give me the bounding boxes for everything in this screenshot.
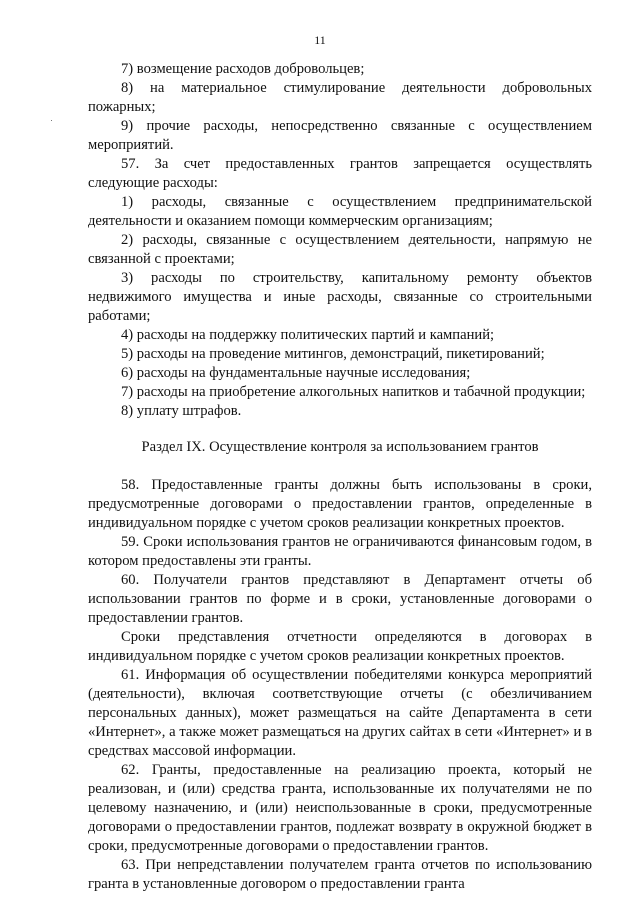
paragraph-57-item-1: 1) расходы, связанные с осуществлением предпринимательской деятельности и оказанием помощи коммерческим организациям; bbox=[88, 194, 592, 229]
paragraph-57-item-2: 2) расходы, связанные с осуществлением деятельности, напрямую не связанной с проектами; bbox=[88, 232, 592, 267]
document-body bbox=[88, 60, 592, 894]
paragraph-item-7: 7) возмещение расходов добровольцев; bbox=[121, 61, 365, 77]
paragraph-59: 59. Сроки использования грантов не ограничиваются финансовым годом, в котором предоставлены эти гранты. bbox=[88, 534, 592, 569]
paragraph-57-item-7: 7) расходы на приобретение алкогольных напитков и табачной продукции; bbox=[121, 384, 586, 400]
paragraph-57-item-3: 3) расходы по строительству, капитальному ремонту объектов недвижимого имущества и иные расходы, связанные со строительными работами; bbox=[88, 270, 592, 324]
paragraph-item-9: 9) прочие расходы, непосредственно связанные с осуществлением мероприятий. bbox=[88, 118, 592, 153]
paragraph-63: 63. При непредставлении получателем гранта отчетов по использованию гранта в установленные договором о предоставлении гранта bbox=[88, 857, 592, 892]
paragraph-reporting-deadlines: Сроки представления отчетности определяются в договорах в индивидуальном порядке с учетом сроков реализации конкретных проектов. bbox=[88, 629, 592, 664]
section-heading: Раздел IX. Осуществление контроля за использованием грантов bbox=[141, 439, 539, 455]
paragraph-58: 58. Предоставленные гранты должны быть использованы в сроки, предусмотренные договорами о предоставлении грантов, определенные в индивидуальном порядке с учетом сроков реализации конкретных проектов. bbox=[88, 477, 592, 531]
paragraph-60: 60. Получатели грантов представляют в Департамент отчеты об использовании грантов по форме и в сроки, установленные договорами о предоставлении грантов. bbox=[88, 572, 592, 626]
paragraph-57-item-4: 4) расходы на поддержку политических партий и кампаний; bbox=[121, 327, 495, 343]
paragraph-57-item-8: 8) уплату штрафов. bbox=[121, 403, 242, 419]
paragraph-item-8: 8) на материальное стимулирование деятельности добровольных пожарных; bbox=[88, 80, 592, 115]
paragraph-57: 57. За счет предоставленных грантов запрещается осуществлять следующие расходы: bbox=[88, 156, 592, 191]
paragraph-57-item-5: 5) расходы на проведение митингов, демонстраций, пикетирований; bbox=[121, 346, 545, 362]
paragraph-57-item-6: 6) расходы на фундаментальные научные исследования; bbox=[121, 365, 471, 381]
page-number: 11 bbox=[314, 33, 326, 47]
scan-mark bbox=[51, 120, 52, 121]
paragraph-61: 61. Информация об осуществлении победителями конкурса мероприятий (деятельности), включая соответствующие отчеты (с обезличиванием персональных данных), может размещаться на сайте Департамента в сети «Интернет», а также может размещаться на других сайтах в сети «Интернет» и в средствах массовой информации. bbox=[88, 667, 592, 759]
paragraph-62: 62. Гранты, предоставленные на реализацию проекта, который не реализован, и (или) средства гранта, использованные их получателями не по целевому назначению, и (или) неиспользованные в сроки, предусмотренные договорами о предоставлении грантов, подлежат возврату в окружной бюджет в сроки, предусмотренные договорами о предоставлении грантов. bbox=[88, 762, 592, 854]
